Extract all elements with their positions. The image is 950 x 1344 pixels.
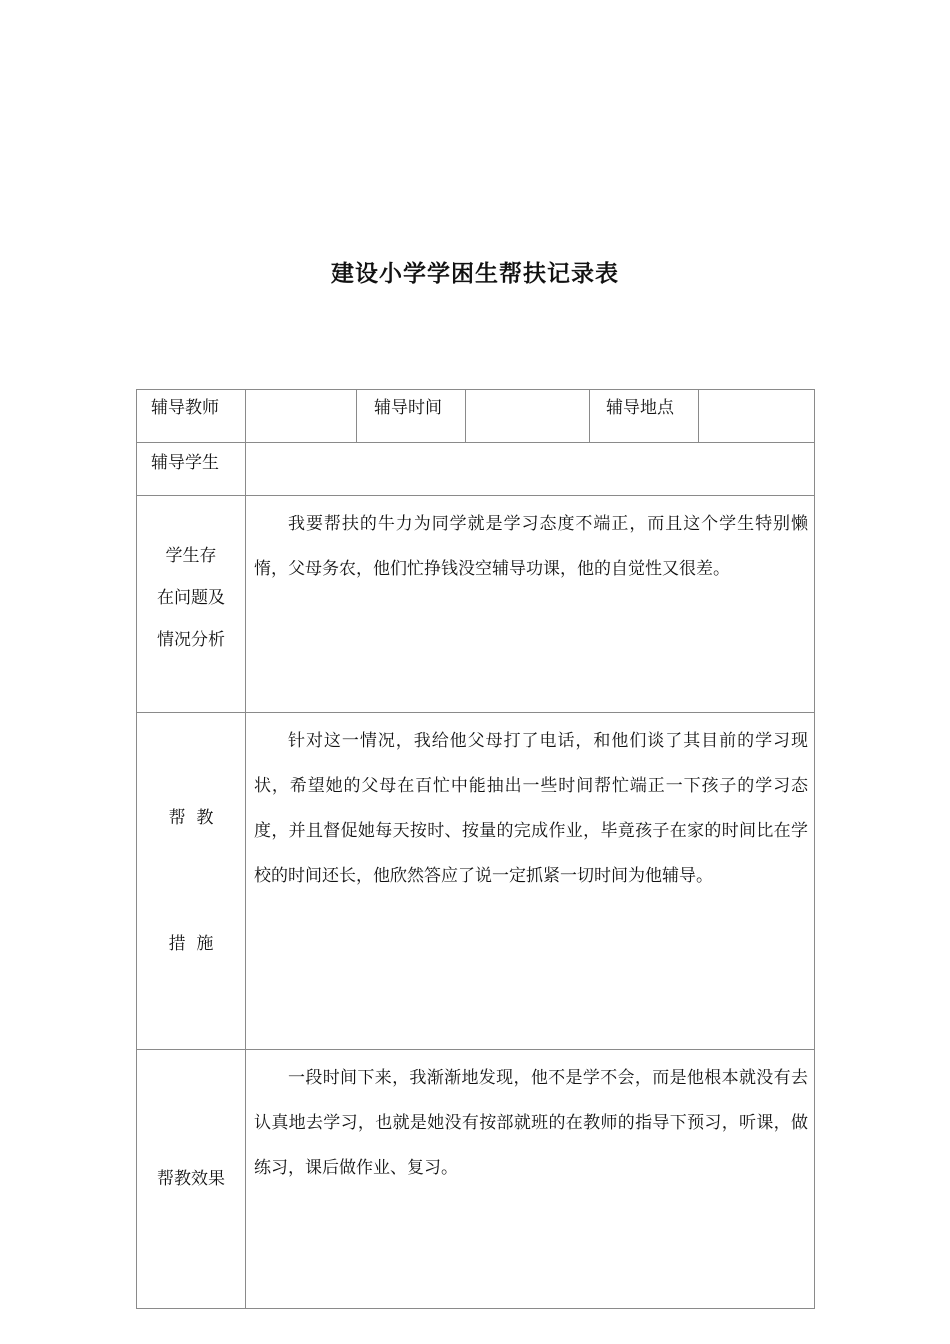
header-row bbox=[137, 390, 815, 443]
document-title: 建设小学学困生帮扶记录表 bbox=[331, 261, 619, 287]
student-value bbox=[246, 443, 815, 496]
place-value bbox=[699, 390, 815, 443]
measures-label-line-1: 帮 教 bbox=[168, 808, 214, 828]
effect-content bbox=[246, 1050, 815, 1309]
measures-label-line-2: 措 施 bbox=[168, 934, 214, 954]
measures-label bbox=[137, 713, 246, 1050]
measures-row bbox=[137, 713, 815, 1050]
measures-content bbox=[246, 713, 815, 1050]
problem-label bbox=[137, 496, 246, 713]
problem-label-line-1: 学生存 bbox=[165, 546, 217, 566]
effect-label: 帮教效果 bbox=[137, 1050, 246, 1309]
teacher-label: 辅导教师 bbox=[137, 390, 246, 443]
place-label: 辅导地点 bbox=[590, 390, 699, 443]
record-table bbox=[136, 389, 815, 1309]
problem-label-line-3: 情况分析 bbox=[157, 630, 225, 650]
problem-label-line-2: 在问题及 bbox=[157, 588, 225, 608]
measures-text: 针对这一情况，我给他父母打了电话，和他们谈了其目前的学习现状，希望她的父母在百忙中能抽出一些时间帮忙端正一下孩子的学习态度，并且督促她每天按时、按量的完成作业，毕竟孩子在家的时间比在学校的时间还长，他欣然答应了说一定抓紧一切时间为他辅导。 bbox=[254, 731, 808, 886]
time-value bbox=[466, 390, 590, 443]
effect-text: 一段时间下来，我渐渐地发现，他不是学不会，而是他根本就没有去认真地去学习，也就是她没有按部就班的在教师的指导下预习，听课，做练习，课后做作业、复习。 bbox=[254, 1068, 808, 1178]
problem-row bbox=[137, 496, 815, 713]
student-row bbox=[137, 443, 815, 496]
problem-content bbox=[246, 496, 815, 713]
effect-row bbox=[137, 1050, 815, 1309]
student-label: 辅导学生 bbox=[137, 443, 246, 496]
teacher-value bbox=[246, 390, 357, 443]
problem-text: 我要帮扶的牛力为同学就是学习态度不端正，而且这个学生特别懒惰，父母务农，他们忙挣钱没空辅导功课，他的自觉性又很差。 bbox=[254, 514, 808, 579]
time-label: 辅导时间 bbox=[357, 390, 466, 443]
